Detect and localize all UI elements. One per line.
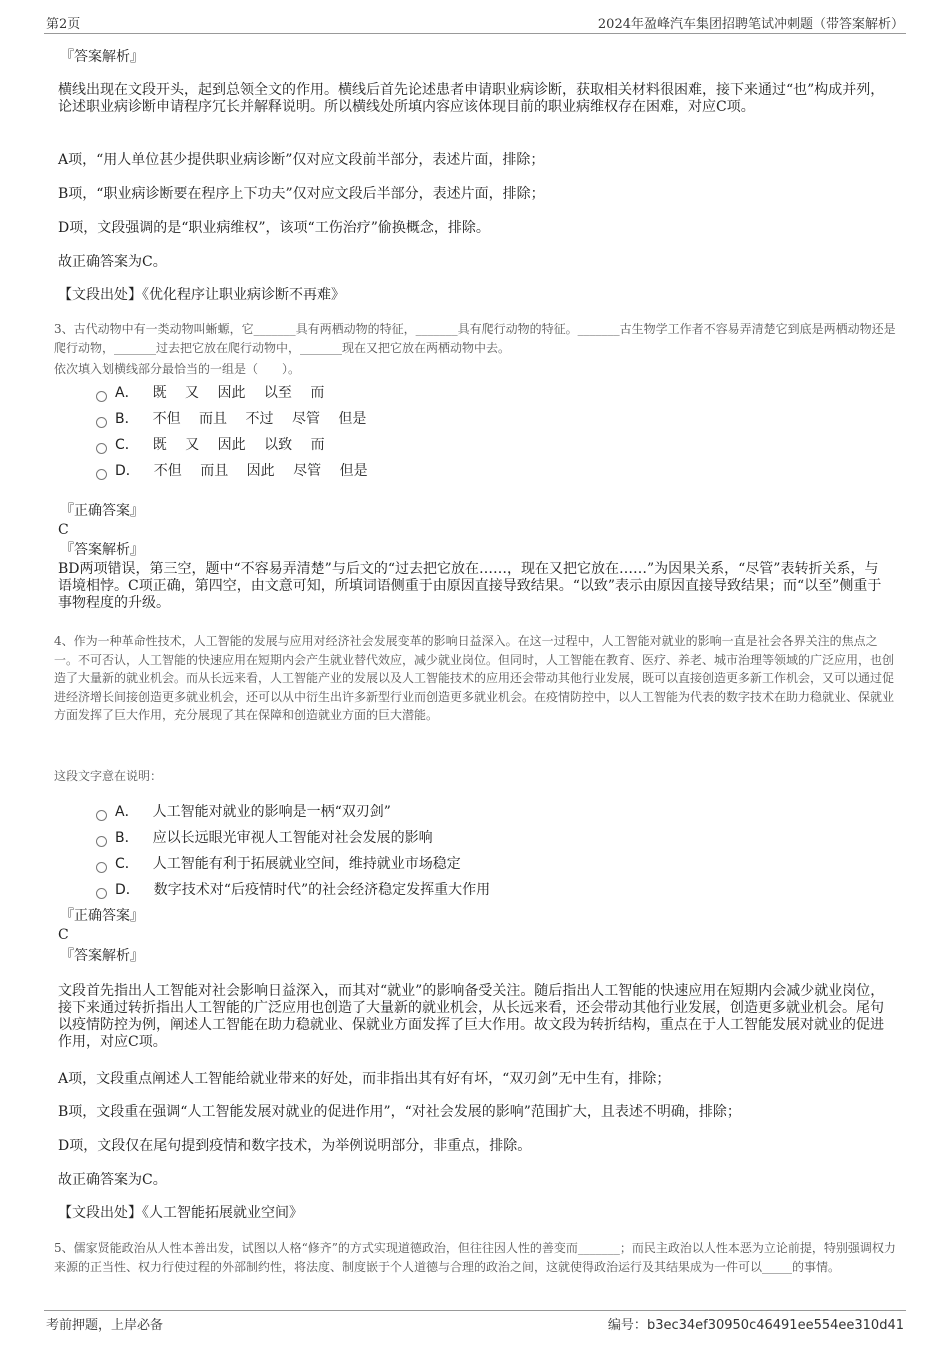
header-divider <box>44 33 906 34</box>
document-code <box>608 1314 904 1333</box>
q4-option-c[interactable] <box>96 855 461 873</box>
q4-conclusion: 故正确答案为C。 <box>58 1172 167 1188</box>
code-label: 编号： <box>607 1318 647 1333</box>
q2-analysis-label: 『答案解析』 <box>60 49 144 65</box>
q3-option-c[interactable] <box>96 436 325 454</box>
q4-answer: C <box>58 927 69 943</box>
q3-option-b[interactable] <box>96 410 366 428</box>
q4-answer-label: 『正确答案』 <box>60 908 144 924</box>
q3-option-a[interactable] <box>96 384 324 402</box>
q3-answer: C <box>58 522 69 538</box>
radio-button-icon[interactable] <box>96 417 107 428</box>
option-label: B． <box>115 411 139 427</box>
page-number: 第2页 <box>46 17 81 32</box>
q3-option-d[interactable] <box>96 462 368 480</box>
radio-button-icon[interactable] <box>96 888 107 899</box>
q4-note-a: A项，文段重点阐述人工智能给就业带来的好处，而非指出其有好有坏，“双刃剑”无中生有，排除； <box>58 1071 671 1087</box>
option-text: 应以长远眼光审视人工智能对社会发展的影响 <box>152 830 433 846</box>
footer-slogan: 考前押题，上岸必备 <box>46 1318 164 1333</box>
radio-button-icon[interactable] <box>96 391 107 402</box>
q2-note-d: D项，文段强调的是“职业病维权”，该项“工伤治疗”偷换概念，排除。 <box>58 220 490 236</box>
option-text: 不但 而且 因此 尽管 但是 <box>153 463 368 479</box>
radio-button-icon[interactable] <box>96 443 107 454</box>
option-label: C． <box>115 856 139 872</box>
radio-button-icon[interactable] <box>96 836 107 847</box>
option-text: 不但 而且 不过 尽管 但是 <box>152 411 367 427</box>
option-label: A． <box>115 385 139 401</box>
radio-button-icon[interactable] <box>96 469 107 480</box>
q5-stem: 5、儒家贤能政治从人性本善出发，试图以人格“修齐”的方式实现道德政治，但往往因人性的善变而_______；而民主政治以人性本恶为立论前提，特别强调权力来源的正当性、权力行使过程的外部制约性，将法度、制度嵌于个人道德与合理的政治之间，这就使得政治运行及其结果成为一件可以_____的事情。 <box>54 1241 896 1274</box>
option-text: 人工智能对就业的影响是一柄“双刃剑” <box>152 804 391 820</box>
q4-analysis-label: 『答案解析』 <box>60 948 144 964</box>
q2-conclusion: 故正确答案为C。 <box>58 254 167 270</box>
q4-stem: 4、作为一种革命性技术，人工智能的发展与应用对经济社会发展变革的影响日益深入。在这一过程中，人工智能对就业的影响一直是社会各界关注的焦点之一。不可否认，人工智能的快速应用在短期内会产生就业替代效应，减少就业岗位。但同时，人工智能在教育、医疗、养老、城市治理等领域的广泛应用，也创造了大量新的就业机会。而从长远来看，人工智能产业的发展以及人工智能技术的应用还会带动其他行业发展，既可以直接创造更多新工作机会，又可以通过促进经济增长间接创造更多就业机会，还可以从中衍生出许多新型行业而创造更多就业机会。在疫情防控中，以人工智能为代表的数字技术在助力稳就业、保就业方面发挥了巨大作用，充分展现了其在保障和创造就业方面的巨大潜能。 <box>54 634 895 722</box>
document-title: 2024年盈峰汽车集团招聘笔试冲刺题（带答案解析） <box>597 17 904 32</box>
q2-source: 【文段出处】《优化程序让职业病诊断不再难》 <box>58 287 345 303</box>
option-label: B． <box>115 830 139 846</box>
option-label: D． <box>115 882 140 898</box>
footer-divider <box>44 1310 906 1311</box>
q2-note-a: A项，“用人单位甚少提供职业病诊断”仅对应文段前半部分，表述片面，排除； <box>58 152 545 168</box>
q2-note-b: B项，“职业病诊断要在程序上下功夫”仅对应文段后半部分，表述片面，排除； <box>58 186 545 202</box>
q4-note-b: B项，文段重在强调“人工智能发展对就业的促进作用”，“对社会发展的影响”范围扩大，且表述不明确，排除； <box>58 1104 741 1120</box>
q4-note-d: D项，文段仅在尾句提到疫情和数字技术，为举例说明部分，非重点，排除。 <box>58 1138 532 1154</box>
code-value: b3ec34ef30950c46491ee554ee310d41 <box>646 1318 904 1333</box>
q4-option-b[interactable] <box>96 829 433 847</box>
option-text: 既 又 因此 以至 而 <box>152 385 325 401</box>
option-label: A． <box>115 804 139 820</box>
q3-prompt: 依次填入划横线部分最恰当的一组是（ ）。 <box>54 362 301 376</box>
q3-analysis-label: 『答案解析』 <box>60 542 144 558</box>
q4-option-a[interactable] <box>96 803 391 821</box>
option-text: 既 又 因此 以致 而 <box>152 437 325 453</box>
q4-prompt: 这段文字意在说明： <box>54 769 163 783</box>
q3-answer-label: 『正确答案』 <box>60 503 144 519</box>
q3-stem: 3、古代动物中有一类动物叫蜥螈，它_______具有两栖动物的特征，_______具有爬行动物的特征。_______古生物学工作者不容易弄清楚它到底是两栖动物还是爬行动物，_______过去把它放在爬行动物中，_______现在又把它放在两栖动物中去。 <box>54 322 896 355</box>
option-label: D． <box>115 463 140 479</box>
option-label: C． <box>115 437 139 453</box>
radio-button-icon[interactable] <box>96 862 107 873</box>
q4-source: 【文段出处】《人工智能拓展就业空间》 <box>58 1205 303 1221</box>
option-text: 数字技术对“后疫情时代”的社会经济稳定发挥重大作用 <box>153 882 491 898</box>
option-text: 人工智能有利于拓展就业空间，维持就业市场稳定 <box>152 856 461 872</box>
q3-analysis-text: BD两项错误，第三空，题中“不容易弄清楚”与后文的“过去把它放在……，现在又把它放在……”为因果关系，“尽管”表转折关系，与语境相悖。C项正确，第四空，由文意可知，所填词语侧重于由原因直接导致结果。“以致”表示由原因直接导致结果；而“以至”侧重于事物程度的升级。 <box>58 561 882 611</box>
q2-analysis-text: 横线出现在文段开头，起到总领全文的作用。横线后首先论述患者申请职业病诊断，获取相关材料很困难，接下来通过“也”构成并列，论述职业病诊断申请程序冗长并解释说明。所以横线处所填内容应该体现目前的职业病维权存在困难，对应C项。 <box>58 82 885 115</box>
radio-button-icon[interactable] <box>96 810 107 821</box>
q4-analysis-text: 文段首先指出人工智能对社会影响日益深入，而其对“就业”的影响备受关注。随后指出人工智能的快速应用在短期内会减少就业岗位，接下来通过转折指出人工智能的广泛应用也创造了大量新的就业机会，从长远来看，还会带动其他行业发展，创造更多就业机会。尾句以疫情防控为例，阐述人工智能在助力稳就业、保就业方面发挥了巨大作用。故文段为转折结构，重点在于人工智能发展对就业的促进作用，对应C项。 <box>58 983 885 1050</box>
q4-option-d[interactable] <box>96 881 490 899</box>
